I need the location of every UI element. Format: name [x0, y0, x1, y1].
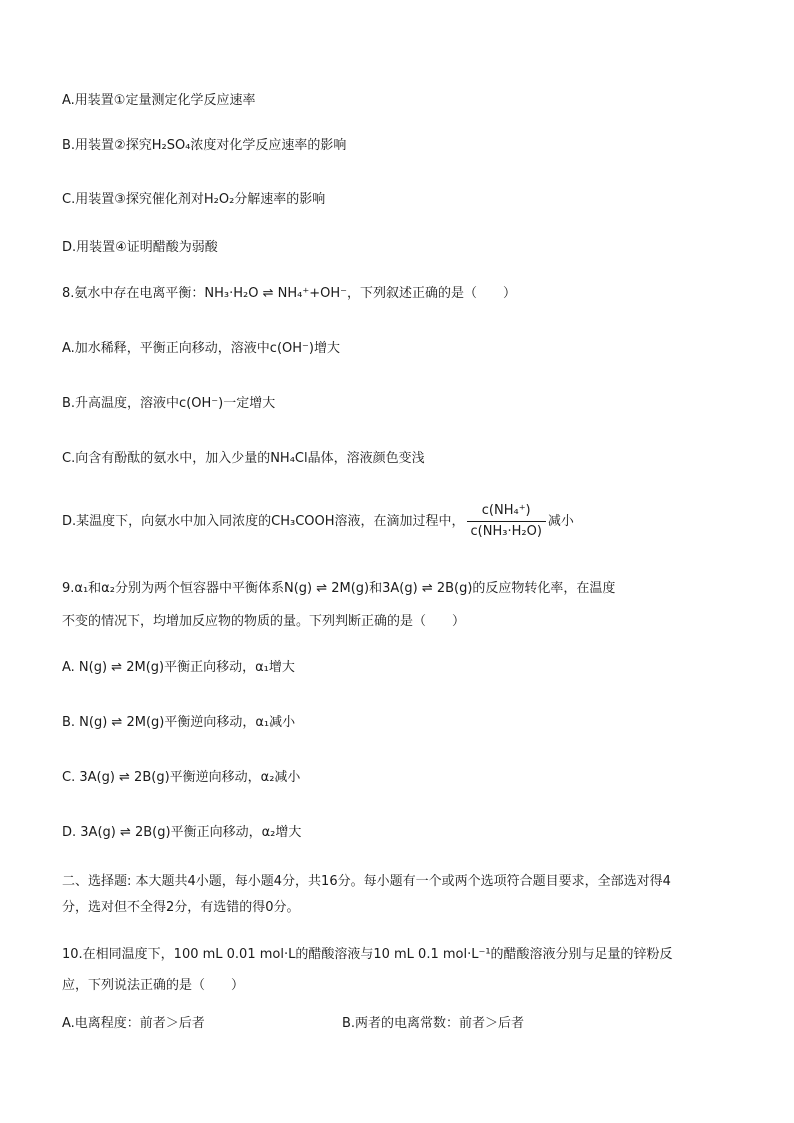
q8-option-c: C.向含有酚酞的氨水中，加入少量的NH₄Cl晶体，溶液颜色变浅 [62, 451, 425, 466]
q8-option-d-prefix: D.某温度下，向氨水中加入同浓度的CH₃COOH溶液，在滴加过程中， [62, 514, 465, 529]
q9-stem-line1: 9.α₁和α₂分别为两个恒容器中平衡体系N(g) ⇌ 2M(g)和3A(g) ⇌ 2B(g)的反应物转化率，在温度 [62, 581, 616, 596]
q8-stem: 8.氨水中存在电离平衡：NH₃·H₂O ⇌ NH₄⁺+OH⁻，下列叙述正确的是（ ） [62, 286, 516, 301]
q9-stem-line2: 不变的情况下，均增加反应物的物质的量。下列判断正确的是（ ） [62, 614, 466, 629]
q8-option-d-numerator: c(NH₄⁺) [467, 502, 546, 522]
q10-option-a: A.电离程度：前者＞后者 [62, 1016, 205, 1031]
q10-stem-line2: 应，下列说法正确的是（ ） [62, 978, 245, 993]
q7-option-c: C.用装置③探究催化剂对H₂O₂分解速率的影响 [62, 192, 326, 207]
q8-option-a: A.加水稀释，平衡正向移动，溶液中c(OH⁻)增大 [62, 341, 340, 356]
q9-option-a: A. N(g) ⇌ 2M(g)平衡正向移动，α₁增大 [62, 660, 295, 675]
q9-option-d: D. 3A(g) ⇌ 2B(g)平衡正向移动，α₂增大 [62, 825, 302, 840]
q8-option-d-suffix: 减小 [547, 514, 574, 529]
section2-instructions-line2: 分，选对但不全得2分，有选错的得0分。 [62, 900, 300, 915]
q8-option-d-fraction [467, 502, 546, 541]
q7-option-a: A.用装置①定量测定化学反应速率 [62, 93, 256, 108]
q9-option-c: C. 3A(g) ⇌ 2B(g)平衡逆向移动，α₂减小 [62, 770, 301, 785]
q7-option-b: B.用装置②探究H₂SO₄浓度对化学反应速率的影响 [62, 138, 347, 153]
section2-instructions-line1: 二、选择题: 本大题共4小题，每小题4分，共16分。每小题有一个或两个选项符合题目要求，全部选对得4 [62, 874, 671, 889]
q10-stem-line1: 10.在相同温度下，100 mL 0.01 mol·L的醋酸溶液与10 mL 0.1 mol·L⁻¹的醋酸溶液分别与足量的锌粉反 [62, 947, 673, 962]
q8-option-d [62, 502, 574, 542]
q8-option-b: B.升高温度，溶液中c(OH⁻)一定增大 [62, 396, 276, 411]
q8-option-d-denominator: c(NH₃·H₂O) [470, 524, 542, 539]
q9-option-b: B. N(g) ⇌ 2M(g)平衡逆向移动，α₁减小 [62, 715, 296, 730]
q10-option-b: B.两者的电离常数：前者＞后者 [342, 1016, 525, 1031]
q7-option-d: D.用装置④证明醋酸为弱酸 [62, 240, 218, 255]
